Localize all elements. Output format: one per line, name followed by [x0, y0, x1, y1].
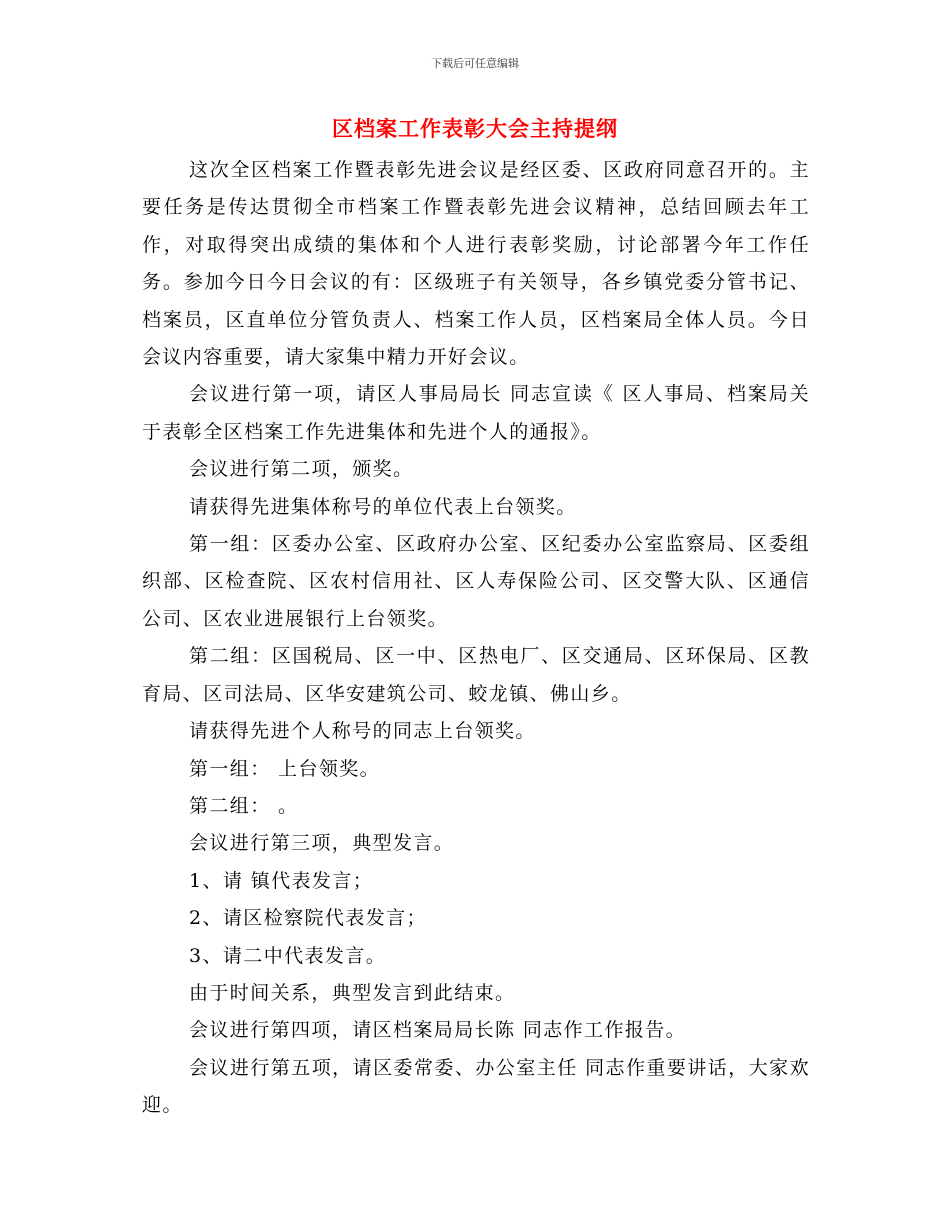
paragraph-individual-group-2: 第二组： 。	[189, 794, 299, 817]
paragraph-individual-group-1: 第一组： 上台领奖。	[189, 757, 381, 780]
paragraph-item-2: 会议进行第二项，颁奖。	[189, 458, 414, 481]
paragraph-intro: 这次全区档案工作暨表彰先进会议是经区委、区政府同意召开的。主要任务是传达贯彻全市档案工作暨表彰先进会议精神，总结回顾去年工作，对取得突出成绩的集体和个人进行表彰奖励，讨论部署今年工作任务。参加今日今日会议的有：区级班子有关领导，各乡镇党委分管书记、档案员，区直单位分管负责人、档案工作人员，区档案局全体人员。今日会议内容重要，请大家集中精力开好会议。	[142, 159, 810, 369]
paragraph-speech-2: 2、请区检察院代表发言；	[189, 907, 427, 930]
paragraph-item-1: 会议进行第一项，请区人事局局长 同志宣读《 区人事局、档案局关于表彰全区档案工作先进集体和先进个人的通报》。	[142, 383, 810, 443]
paragraph-item-4: 会议进行第四项，请区档案局局长陈 同志作工作报告。	[189, 1019, 687, 1042]
paragraph-collective-award: 请获得先进集体称号的单位代表上台领奖。	[189, 495, 577, 518]
paragraph-collective-group-1: 第一组：区委办公室、区政府办公室、区纪委办公室监察局、区委组织部、区检查院、区农村信用社、区人寿保险公司、区交警大队、区通信公司、区农业进展银行上台领奖。	[142, 533, 810, 630]
paragraph-collective-group-2: 第二组：区国税局、区一中、区热电厂、区交通局、区环保局、区教育局、区司法局、区华安建筑公司、蛟龙镇、佛山乡。	[142, 645, 810, 705]
paragraph-item-5: 会议进行第五项，请区委常委、办公室主任 同志作重要讲话，大家欢迎。	[142, 1056, 810, 1117]
header-note: 下载后可任意编辑	[431, 57, 519, 70]
paragraph-speech-1: 1、请 镇代表发言；	[189, 869, 374, 892]
document-title: 区档案工作表彰大会主持提纲	[332, 116, 618, 141]
paragraph-speech-end: 由于时间关系，典型发言到此结束。	[189, 981, 516, 1004]
paragraph-speech-3: 3、请二中代表发言。	[189, 944, 387, 967]
paragraph-individual-award: 请获得先进个人称号的同志上台领奖。	[189, 720, 536, 743]
document-body	[142, 152, 810, 1125]
paragraph-item-3: 会议进行第三项，典型发言。	[189, 832, 455, 855]
